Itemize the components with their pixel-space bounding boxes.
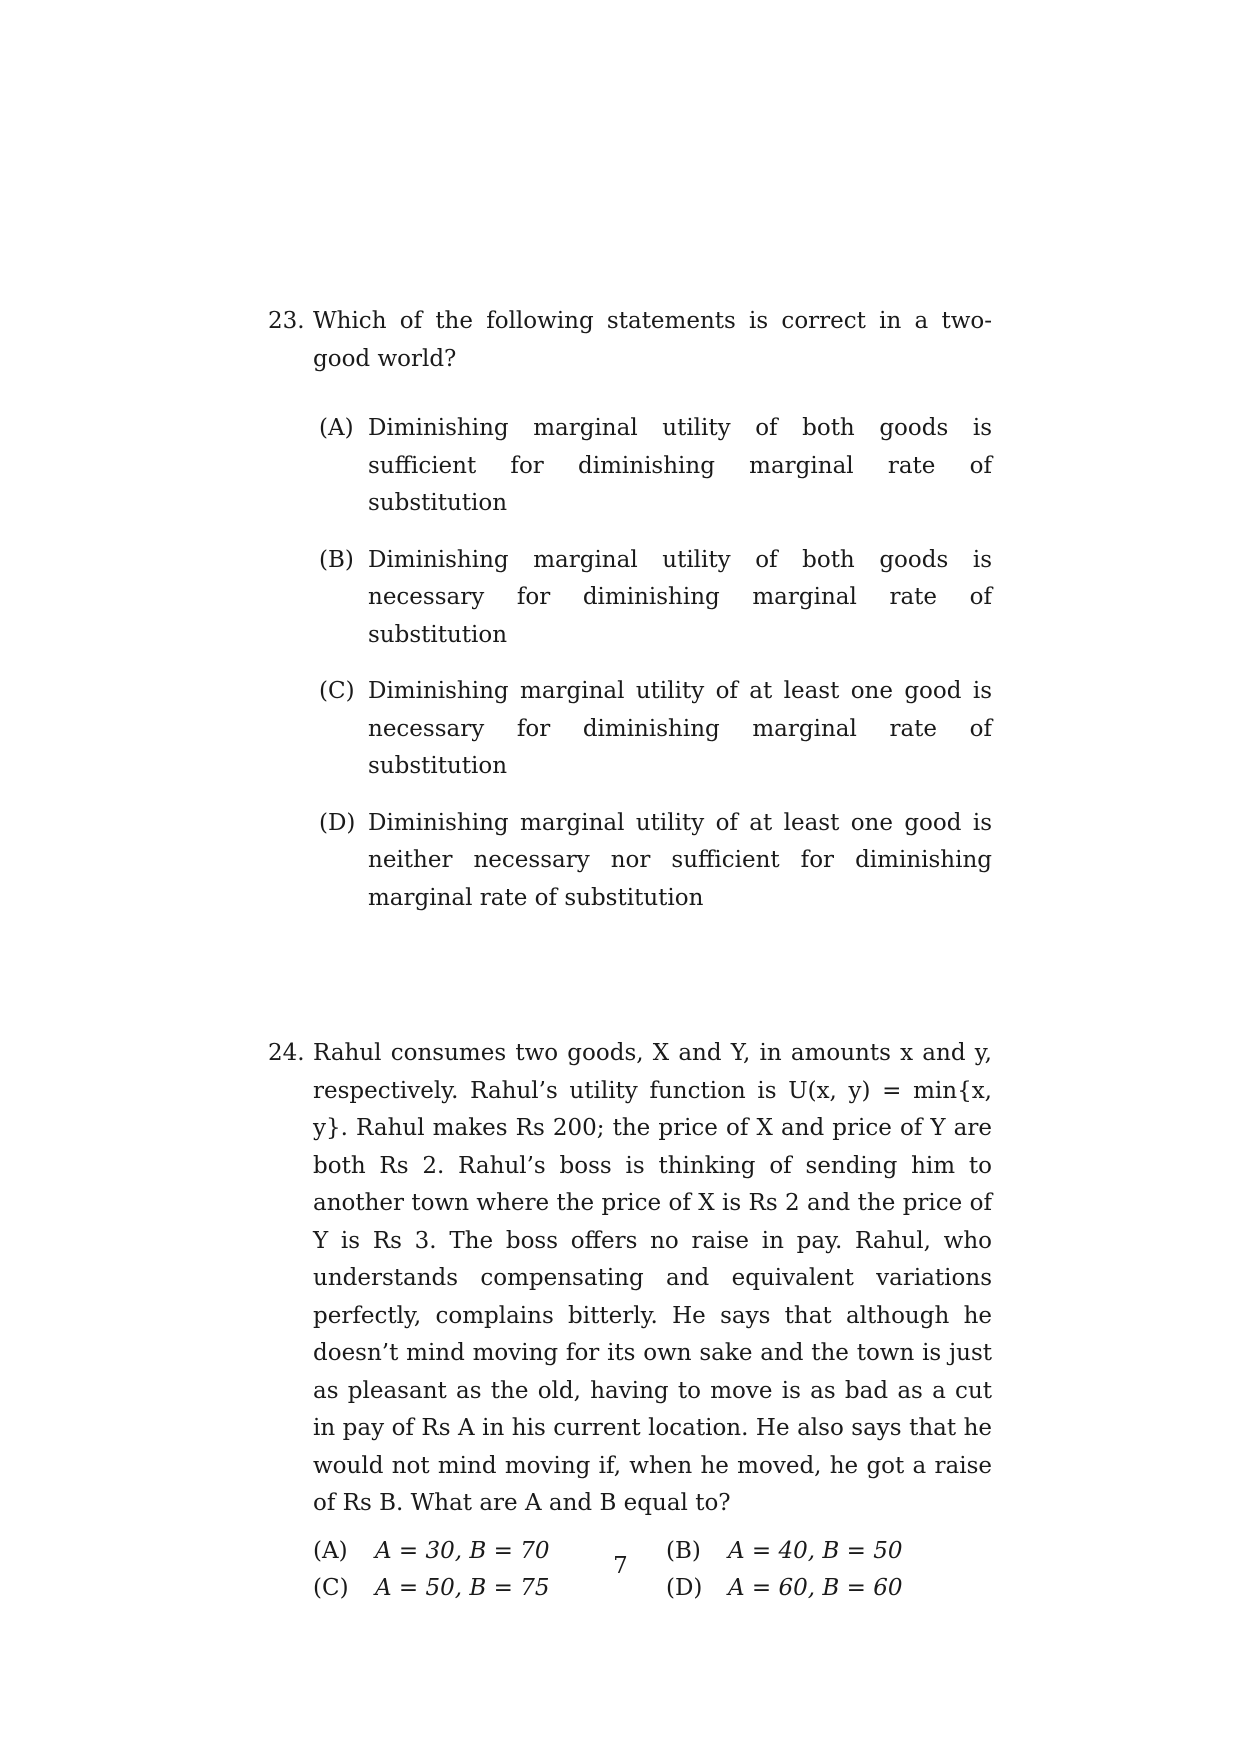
option-d bbox=[319, 805, 992, 918]
question-23 bbox=[268, 303, 992, 917]
option-label: (C) bbox=[313, 1575, 349, 1601]
option-a bbox=[319, 410, 992, 523]
question-24 bbox=[268, 1035, 992, 1608]
option-c bbox=[319, 673, 992, 786]
option-label: (D) bbox=[319, 809, 356, 836]
option-label: (B) bbox=[666, 1537, 701, 1564]
option-text: A = 50, B = 75 bbox=[375, 1575, 550, 1601]
page-number: 7 bbox=[613, 1553, 628, 1579]
option-label: (C) bbox=[319, 678, 355, 704]
option-b bbox=[319, 542, 992, 655]
option-text: Diminishing marginal utility of both goods is sufficient for diminishing marginal rate of substitution bbox=[368, 415, 992, 516]
option-label: (B) bbox=[319, 546, 354, 573]
options-list bbox=[313, 410, 992, 917]
question-number: 23. bbox=[268, 308, 305, 334]
option-text: A = 30, B = 70 bbox=[375, 1537, 550, 1564]
exam-page bbox=[268, 303, 992, 1608]
question-number: 24. bbox=[268, 1040, 305, 1066]
option-text: Diminishing marginal utility of at least one good is neither necessary nor sufficient for diminishing marginal rate of substitution bbox=[368, 809, 992, 911]
option-text: A = 40, B = 50 bbox=[728, 1537, 903, 1564]
option-text: Diminishing marginal utility of at least one good is necessary for diminishing marginal rate of substitution bbox=[368, 678, 992, 779]
question-stem: Rahul consumes two goods, X and Y, in amounts x and y, respectively. Rahul’s utility function is U(x, y) = min{x, y}. Rahul makes Rs 200; the price of X and price of Y are both Rs 2. Rahul’s boss is thinking of sending him to another town where the price of X is Rs 2 and the price of Y is Rs 3. The boss offers no raise in pay. Rahul, who understands compensating and equivalent variations perfectly, complains bitterly. He says that although he doesn’t mind moving for its own sake and the town is just as pleasant as the old, having to move is as bad as a cut in pay of Rs A in his current location. He also says that he would not mind moving if, when he moved, he got a raise of Rs B. What are A and B equal to? bbox=[313, 1040, 992, 1516]
option-text: A = 60, B = 60 bbox=[728, 1575, 903, 1601]
option-label: (A) bbox=[319, 415, 354, 441]
option-label: (A) bbox=[313, 1537, 348, 1564]
option-label: (D) bbox=[666, 1575, 703, 1601]
question-stem: Which of the following statements is correct in a two-good world? bbox=[313, 308, 992, 372]
option-text: Diminishing marginal utility of both goods is necessary for diminishing marginal rate of substitution bbox=[368, 546, 992, 648]
